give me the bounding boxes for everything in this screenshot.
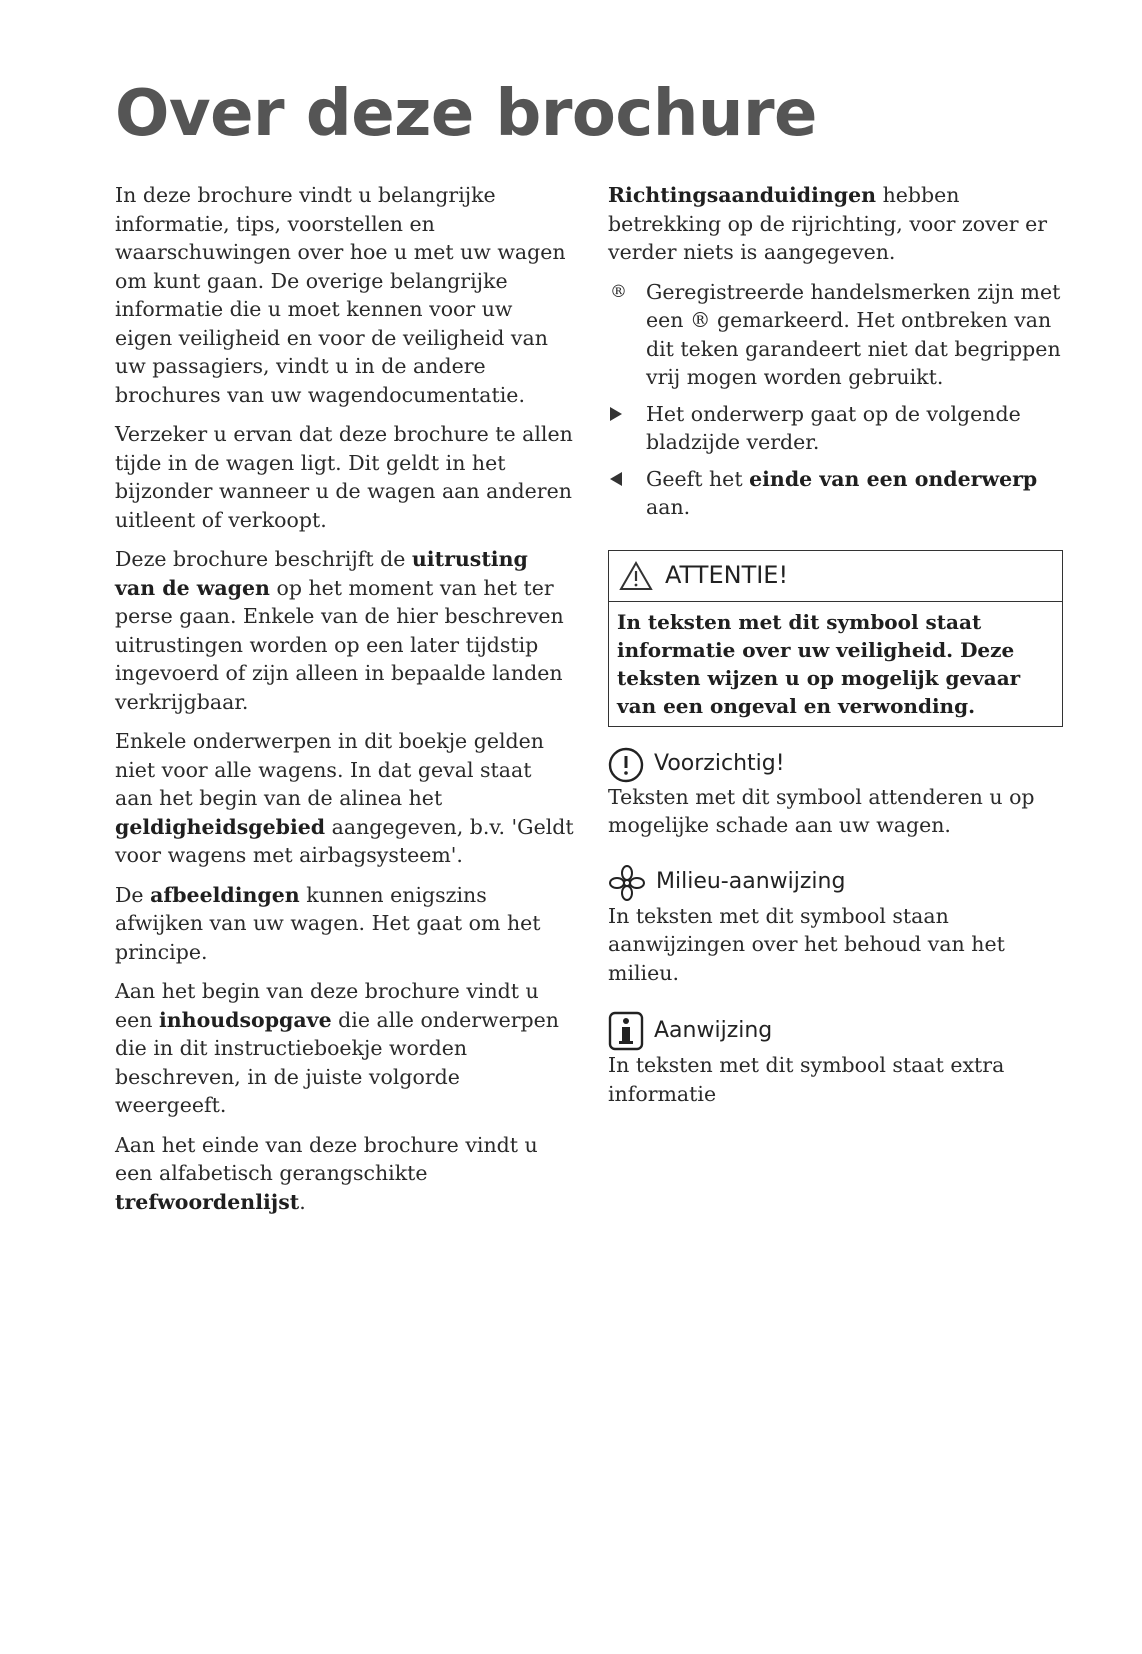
warning-text: In teksten met dit symbool staat informatie over uw veiligheid. Deze teksten wijzen u op mogelijk gevaar van een ongeval en verwonding.	[617, 609, 1021, 718]
legend-end	[608, 465, 1063, 522]
legend-continue-text: Het onderwerp gaat op de volgende bladzijde verder.	[646, 401, 1021, 454]
info-header	[608, 1011, 1063, 1051]
environment-text: In teksten met dit symbool staan aanwijzingen over het behoud van het milieu.	[608, 903, 1005, 985]
info-icon	[608, 1011, 644, 1051]
registered-icon: ®	[610, 281, 627, 302]
arrow-right-icon	[610, 407, 622, 421]
legend-end-text: Geeft het einde van een onderwerp aan.	[646, 466, 1038, 519]
caution-header	[608, 747, 1063, 783]
direction-paragraph: Richtingsaanduidingen hebben betrekking op de rijrichting, voor zover er verder niets is aangegeven.	[608, 183, 1048, 264]
right-column	[608, 181, 1063, 1119]
keep-in-car-paragraph: Verzeker u ervan dat deze brochure te allen tijde in de wagen ligt. Dit geldt in het bijzonder wanneer u de wagen aan anderen uitleent of verkoopt.	[115, 422, 573, 532]
legend-continue	[608, 400, 1063, 457]
validity-paragraph: Enkele onderwerpen in dit boekje gelden niet voor alle wagens. In dat geval staat aan het begin van de alinea het geldigheidsgebied aangegeven, b.v. 'Geldt voor wagens met airbagsysteem'.	[115, 729, 574, 867]
intro-paragraph: In deze brochure vindt u belangrijke informatie, tips, voorstellen en waarschuwingen over hoe u met uw wagen om kunt gaan. De overige belangrijke informatie die u moet kennen voor uw eigen veiligheid en voor de veiligheid van uw passagiers, vindt u in de andere brochures van uw wagendocumentatie.	[115, 183, 566, 407]
legend-registered	[608, 278, 1063, 392]
warning-heading: ATTENTIE!	[665, 561, 789, 590]
legend-registered-text: Geregistreerde handelsmerken zijn met een ® gemarkeerd. Het ontbreken van dit teken garandeert niet dat begrippen vrij mogen worden gebruikt.	[646, 279, 1061, 389]
caution-text: Teksten met dit symbool attenderen u op mogelijke schade aan uw wagen.	[608, 784, 1035, 837]
contents-paragraph: Aan het begin van deze brochure vindt u een inhoudsopgave die alle onderwerpen die in dit instructieboekje worden beschreven, in de juiste volgorde weergeeft.	[115, 979, 559, 1117]
illustrations-paragraph: De afbeeldingen kunnen enigszins afwijken van uw wagen. Het gaat om het principe.	[115, 882, 541, 964]
caution-heading: Voorzichtig!	[654, 751, 785, 777]
warning-triangle-icon	[619, 561, 653, 591]
index-paragraph: Aan het einde van deze brochure vindt u een alfabetisch gerangschikte trefwoordenlijst.	[115, 1132, 538, 1214]
info-text: In teksten met dit symbool staat extra informatie	[608, 1053, 1005, 1106]
environment-heading: Milieu-aanwijzing	[656, 869, 846, 895]
environment-flower-icon	[608, 864, 646, 902]
caution-exclamation-icon	[608, 747, 644, 783]
warning-header	[609, 551, 1062, 602]
environment-header	[608, 864, 1063, 902]
left-column	[115, 181, 575, 1227]
page-title: Over deze brochure	[115, 77, 817, 151]
equipment-paragraph: Deze brochure beschrijft de uitrusting van de wagen op het moment van het ter perse gaan. Enkele van de hier beschreven uitrustingen worden op een later tijdstip ingevoerd of zijn alleen in bepaalde landen verkrijgbaar.	[115, 547, 564, 714]
info-heading: Aanwijzing	[654, 1017, 773, 1043]
arrow-left-icon	[610, 472, 622, 486]
warning-box	[608, 550, 1063, 727]
